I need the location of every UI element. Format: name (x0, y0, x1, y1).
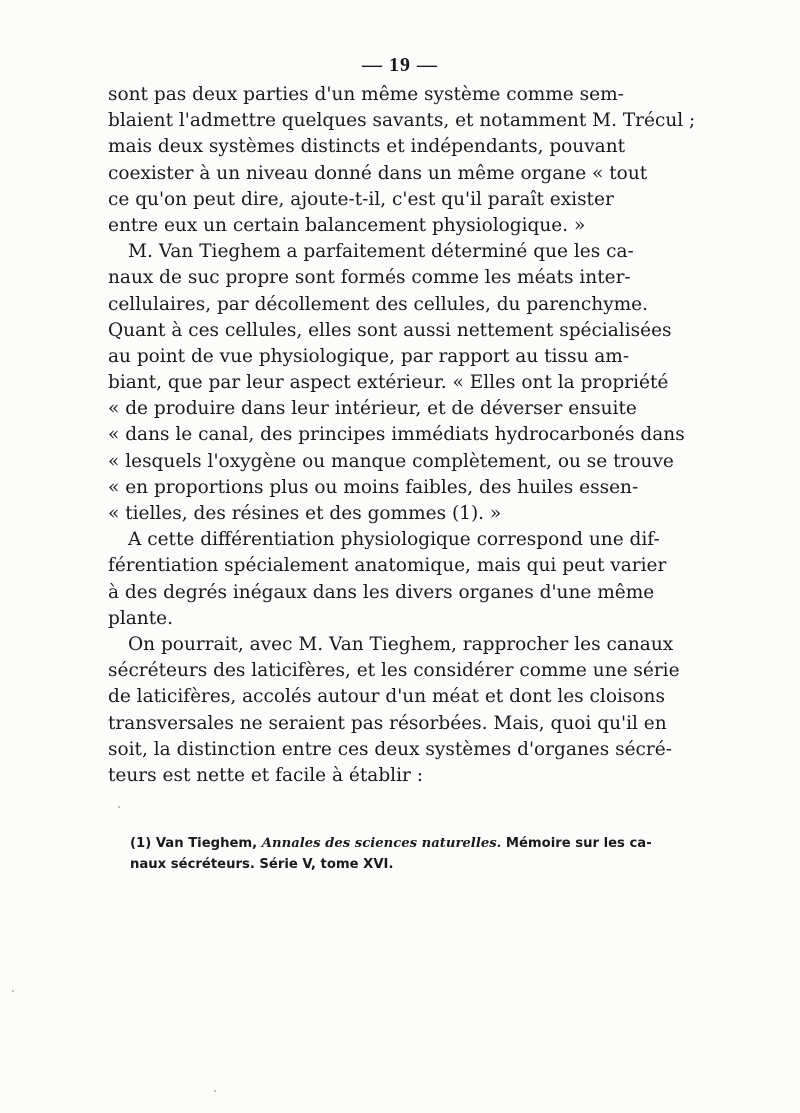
text-line: transversales ne seraient pas résorbées. Mais, quoi qu'il en (108, 712, 667, 734)
footnote-line (130, 833, 652, 854)
paragraph-start-line: On pourrait, avec M. Van Tieghem, rapprocher les canaux (128, 633, 674, 655)
text-line: cellulaires, par décollement des cellules, du parenchyme. (108, 293, 649, 315)
quote-line: « en proportions plus ou moins faibles, des huiles essen- (108, 476, 639, 498)
text-line: plante. (108, 607, 173, 629)
text-line: ce qu'on peut dire, ajoute-t-il, c'est qu'il paraît exister (108, 188, 614, 210)
footnote-marker: (1) (130, 836, 152, 851)
text-line: entre eux un certain balancement physiologique. » (108, 214, 586, 236)
body-text (108, 82, 696, 789)
paper-speck (118, 806, 120, 808)
text-line: naux de suc propre sont formés comme les méats inter- (108, 267, 631, 289)
text-line: à des degrés inégaux dans les divers organes d'une même (108, 581, 655, 603)
text-line: soit, la distinction entre ces deux systèmes d'organes sécré- (108, 738, 672, 760)
footnote-title: Mémoire sur les ca- (505, 836, 652, 851)
text-line: Quant à ces cellules, elles sont aussi nettement spécialisées (108, 319, 672, 341)
footnote-journal: Annales des sciences naturelles. (261, 836, 502, 851)
quote-line: « tielles, des résines et des gommes (1). » (108, 503, 502, 524)
paper-speck (12, 990, 14, 992)
text-line: teurs est nette et facile à établir : (108, 764, 423, 786)
footnote-author: Van Tieghem, (155, 836, 258, 851)
text-line: blaient l'admettre quelques savants, et notamment M. Trécul ; (108, 110, 696, 132)
paragraph-start-line: A cette différentiation physiologique correspond une dif- (128, 529, 660, 551)
text-line: sont pas deux parties d'un même système comme sem- (108, 84, 624, 105)
quote-line: « dans le canal, des principes immédiats hydrocarbonés dans (108, 424, 685, 446)
text-line: sécréteurs des laticifères, et les considérer comme une série (108, 660, 680, 682)
text-line: de laticifères, accolés autour d'un méat et dont les cloisons (108, 686, 665, 708)
text-line: coexister à un niveau donné dans un même organe « tout (108, 162, 648, 184)
quote-line: « de produire dans leur intérieur, et de déverser ensuite (108, 398, 637, 420)
footnote-line: naux sécréteurs. Série V, tome XVI. (130, 857, 394, 872)
page-number: — 19 — (362, 54, 438, 76)
paragraph-start-line: M. Van Tieghem a parfaitement déterminé que les ca- (128, 241, 634, 263)
footnote (130, 833, 652, 875)
text-line: biant, que par leur aspect extérieur. « Elles ont la propriété (108, 372, 669, 394)
text-line: férentiation spécialement anatomique, mais qui peut varier (108, 555, 667, 577)
text-line: mais deux systèmes distincts et indépendants, pouvant (108, 136, 626, 158)
quote-line: « lesquels l'oxygène ou manque complètement, ou se trouve (108, 450, 674, 472)
text-line: au point de vue physiologique, par rapport au tissu am- (108, 345, 630, 367)
paper-speck (214, 1090, 216, 1092)
